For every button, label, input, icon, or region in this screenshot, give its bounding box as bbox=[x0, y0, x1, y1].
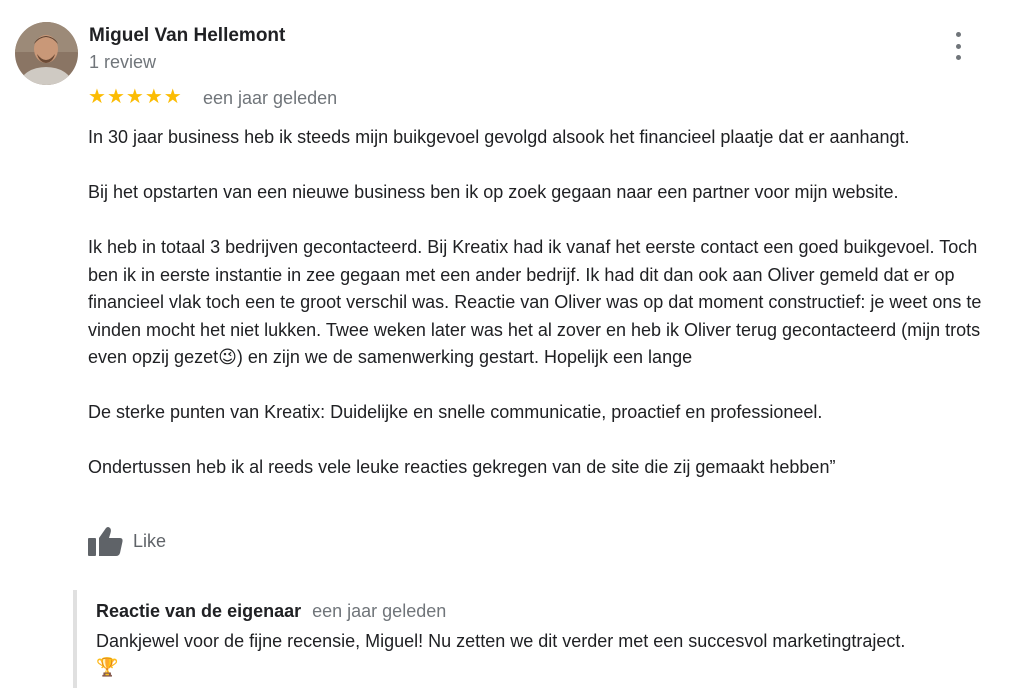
owner-response bbox=[73, 590, 1013, 688]
avatar[interactable] bbox=[15, 22, 78, 85]
star-icon: ★ bbox=[106, 86, 125, 108]
more-options-button[interactable] bbox=[944, 28, 972, 64]
trophy-icon: 🏆 bbox=[96, 657, 119, 677]
more-vert-icon-dot bbox=[956, 44, 961, 49]
like-label: Like bbox=[133, 530, 167, 551]
review-paragraph: Bij het opstarten van een nieuwe business ben ik op zoek gegaan naar een partner voor mijn website. bbox=[88, 182, 899, 202]
star-rating bbox=[88, 87, 182, 107]
more-vert-icon-dot bbox=[956, 55, 961, 60]
owner-response-title: Reactie van de eigenaar bbox=[96, 601, 302, 621]
more-vert-icon-dot bbox=[956, 32, 961, 37]
review-count[interactable]: 1 review bbox=[89, 52, 157, 72]
owner-response-body: Dankjewel voor de fijne recensie, Miguel! Nu zetten we dit verder met een succesvol marketingtraject. bbox=[96, 631, 906, 651]
review-paragraph: De sterke punten van Kreatix: Duidelijke en snelle communicatie, proactief en professioneel. bbox=[88, 402, 823, 422]
like-button[interactable] bbox=[88, 526, 166, 556]
star-icon: ★ bbox=[144, 86, 163, 108]
avatar-image bbox=[15, 22, 78, 85]
owner-response-header bbox=[96, 601, 1013, 622]
reviewer-name[interactable]: Miguel Van Hellemont bbox=[89, 25, 286, 46]
owner-response-date: een jaar geleden bbox=[312, 601, 447, 621]
review-text bbox=[88, 124, 1008, 509]
review-paragraph: In 30 jaar business heb ik steeds mijn buikgevoel gevolgd alsook het financieel plaatje dat er aanhangt. bbox=[88, 127, 910, 147]
review-paragraph: Ik heb in totaal 3 bedrijven gecontacteerd. Bij Kreatix had ik vanaf het eerste contact een goed buikgevoel. Toch ben ik in eerste instantie in zee gegaan met een ander bedrijf. Ik had dit dan ook aan Oliver gemeld dat er op financieel vlak toch een te groot verschil was. Reactie van Oliver was op dat moment constructief: je weet ons te vinden mocht het niet lukken. Twee weken later was het al zover en heb ik Oliver terug gecontacteerd (mijn trots even opzij gezet😉) en zijn we de samenwerking gestart. Hopelijk een lange bbox=[88, 237, 982, 367]
review-date: een jaar geleden bbox=[203, 88, 338, 108]
star-icon: ★ bbox=[88, 86, 106, 108]
star-icon: ★ bbox=[163, 86, 182, 108]
owner-response-text bbox=[96, 628, 1013, 680]
review-paragraph: Ondertussen heb ik al reeds vele leuke reacties gekregen van de site die zij gemaakt hebben” bbox=[88, 457, 836, 477]
star-icon: ★ bbox=[125, 86, 144, 108]
thumbs-up-icon bbox=[88, 526, 124, 556]
